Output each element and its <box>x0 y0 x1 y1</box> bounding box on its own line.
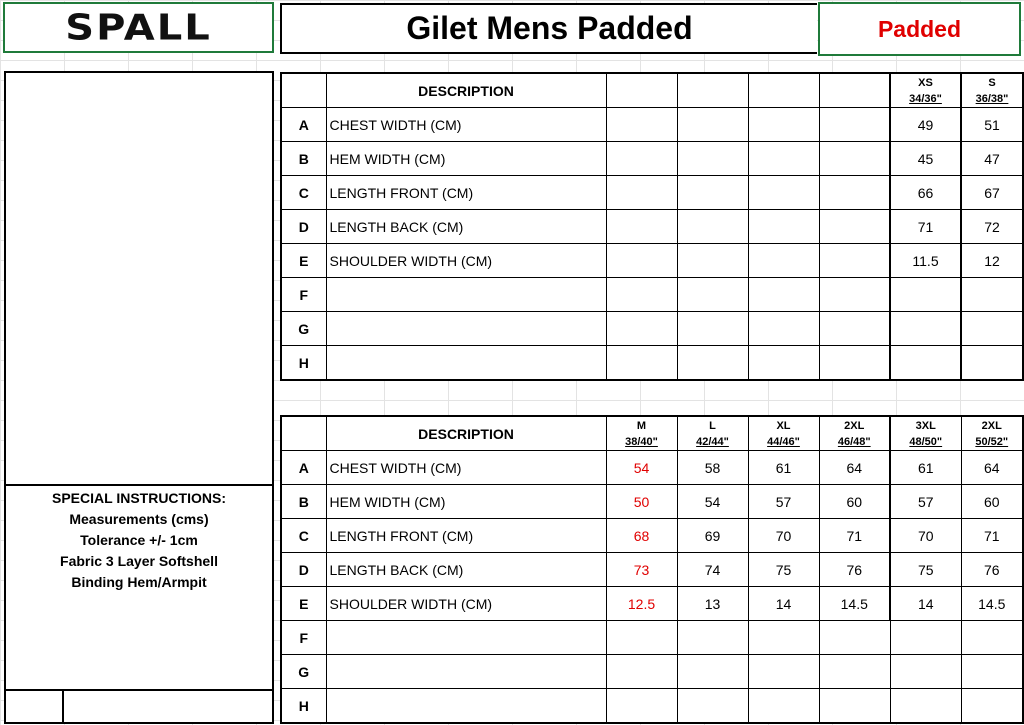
page-title: Gilet Mens Padded <box>280 3 817 54</box>
table-row <box>281 244 1023 278</box>
row-description: CHEST WIDTH (CM) <box>326 108 606 142</box>
value-cell: 60 <box>961 485 1023 519</box>
value-cell <box>677 176 748 210</box>
table-row <box>281 312 1023 346</box>
value-cell <box>606 244 677 278</box>
value-cell <box>961 312 1023 346</box>
value-cell <box>606 176 677 210</box>
value-cell: 64 <box>961 451 1023 485</box>
table-row <box>281 689 1023 724</box>
value-cell <box>819 108 890 142</box>
padded-tag: Padded <box>818 2 1021 56</box>
value-cell: 71 <box>961 519 1023 553</box>
row-letter: C <box>281 176 326 210</box>
row-description: LENGTH FRONT (CM) <box>326 176 606 210</box>
special-instructions-heading: SPECIAL INSTRUCTIONS: <box>52 490 226 506</box>
value-cell: 61 <box>890 451 961 485</box>
row-description: CHEST WIDTH (CM) <box>326 451 606 485</box>
row-description <box>326 689 606 724</box>
corner-cell <box>281 416 326 451</box>
value-cell: 57 <box>748 485 819 519</box>
row-description <box>326 655 606 689</box>
size-header <box>677 73 748 108</box>
table-row <box>281 553 1023 587</box>
value-cell: 47 <box>961 142 1023 176</box>
value-cell <box>890 346 961 381</box>
signature-divider <box>62 689 64 724</box>
size-header-xs: XS 34/36" <box>890 73 961 108</box>
row-letter: G <box>281 655 326 689</box>
table-row <box>281 587 1023 621</box>
table-row <box>281 278 1023 312</box>
value-cell <box>606 278 677 312</box>
size-header-m: M 38/40" <box>606 416 677 451</box>
value-cell <box>748 312 819 346</box>
row-letter: H <box>281 689 326 724</box>
value-cell <box>677 108 748 142</box>
brand-logo-text: SPALL <box>65 6 212 49</box>
value-cell <box>606 621 677 655</box>
value-cell: 57 <box>890 485 961 519</box>
value-cell: 61 <box>748 451 819 485</box>
brand-logo <box>3 2 274 53</box>
table-row <box>281 621 1023 655</box>
spec-table-bottom <box>280 415 1024 724</box>
value-cell <box>748 655 819 689</box>
table-row <box>281 451 1023 485</box>
value-cell <box>748 346 819 381</box>
table-row <box>281 142 1023 176</box>
row-letter: C <box>281 519 326 553</box>
value-cell <box>748 108 819 142</box>
value-cell: 75 <box>748 553 819 587</box>
table-row <box>281 485 1023 519</box>
special-instruction-line: Tolerance +/- 1cm <box>80 532 198 548</box>
row-description: LENGTH BACK (CM) <box>326 210 606 244</box>
row-letter: F <box>281 278 326 312</box>
value-cell: 11.5 <box>890 244 961 278</box>
table-header-row <box>281 73 1023 108</box>
row-description <box>326 312 606 346</box>
value-cell <box>819 210 890 244</box>
row-letter: E <box>281 587 326 621</box>
value-cell: 72 <box>961 210 1023 244</box>
value-cell: 60 <box>819 485 890 519</box>
value-cell <box>748 142 819 176</box>
value-cell-highlight: 68 <box>606 519 677 553</box>
value-cell <box>819 244 890 278</box>
value-cell <box>677 142 748 176</box>
value-cell: 71 <box>819 519 890 553</box>
row-letter: B <box>281 485 326 519</box>
value-cell <box>677 244 748 278</box>
value-cell: 70 <box>748 519 819 553</box>
value-cell: 12 <box>961 244 1023 278</box>
value-cell: 54 <box>677 485 748 519</box>
value-cell: 14.5 <box>819 587 890 621</box>
value-cell <box>961 346 1023 381</box>
value-cell <box>606 312 677 346</box>
size-header-2xl: 2XL 46/48" <box>819 416 890 451</box>
value-cell: 70 <box>890 519 961 553</box>
value-cell: 67 <box>961 176 1023 210</box>
value-cell <box>819 312 890 346</box>
special-instruction-line: Binding Hem/Armpit <box>71 574 207 590</box>
size-header <box>748 73 819 108</box>
row-description: LENGTH FRONT (CM) <box>326 519 606 553</box>
size-header-2xl-b: 2XL 50/52" <box>961 416 1023 451</box>
value-cell <box>748 278 819 312</box>
description-header: DESCRIPTION <box>326 416 606 451</box>
size-header-3xl: 3XL 48/50" <box>890 416 961 451</box>
value-cell <box>961 278 1023 312</box>
size-header-l: L 42/44" <box>677 416 748 451</box>
value-cell: 49 <box>890 108 961 142</box>
table-row <box>281 519 1023 553</box>
value-cell: 66 <box>890 176 961 210</box>
size-header-xl: XL 44/46" <box>748 416 819 451</box>
value-cell <box>606 108 677 142</box>
value-cell <box>748 621 819 655</box>
corner-cell <box>281 73 326 108</box>
value-cell <box>677 210 748 244</box>
value-cell <box>677 655 748 689</box>
special-instruction-line: Measurements (cms) <box>69 511 209 527</box>
value-cell <box>961 689 1023 724</box>
size-header-s: S 36/38" <box>961 73 1023 108</box>
table-row <box>281 346 1023 381</box>
value-cell <box>961 655 1023 689</box>
row-letter: D <box>281 210 326 244</box>
row-letter: F <box>281 621 326 655</box>
value-cell <box>890 278 961 312</box>
signature-row <box>4 689 274 724</box>
value-cell: 71 <box>890 210 961 244</box>
row-description <box>326 346 606 381</box>
value-cell: 64 <box>819 451 890 485</box>
value-cell <box>677 621 748 655</box>
special-instruction-line: Fabric 3 Layer Softshell <box>60 553 218 569</box>
size-header <box>819 73 890 108</box>
value-cell <box>606 346 677 381</box>
value-cell <box>606 655 677 689</box>
value-cell: 76 <box>961 553 1023 587</box>
row-description: HEM WIDTH (CM) <box>326 142 606 176</box>
value-cell-highlight: 54 <box>606 451 677 485</box>
row-letter: E <box>281 244 326 278</box>
value-cell <box>819 346 890 381</box>
value-cell <box>890 312 961 346</box>
spec-table-top <box>280 72 1024 381</box>
value-cell <box>606 142 677 176</box>
row-letter: A <box>281 108 326 142</box>
value-cell <box>748 176 819 210</box>
row-letter: G <box>281 312 326 346</box>
description-header: DESCRIPTION <box>326 73 606 108</box>
value-cell <box>819 176 890 210</box>
value-cell <box>961 621 1023 655</box>
row-letter: D <box>281 553 326 587</box>
value-cell: 14 <box>890 587 961 621</box>
value-cell <box>819 142 890 176</box>
value-cell <box>677 689 748 724</box>
value-cell: 14.5 <box>961 587 1023 621</box>
value-cell <box>606 210 677 244</box>
row-description: SHOULDER WIDTH (CM) <box>326 587 606 621</box>
value-cell <box>819 689 890 724</box>
value-cell <box>677 278 748 312</box>
value-cell-highlight: 73 <box>606 553 677 587</box>
value-cell-highlight: 50 <box>606 485 677 519</box>
table-row <box>281 176 1023 210</box>
row-letter: A <box>281 451 326 485</box>
row-description: LENGTH BACK (CM) <box>326 553 606 587</box>
special-instructions <box>4 484 274 690</box>
value-cell <box>890 689 961 724</box>
value-cell <box>819 655 890 689</box>
value-cell <box>890 655 961 689</box>
value-cell: 75 <box>890 553 961 587</box>
value-cell <box>748 689 819 724</box>
value-cell <box>606 689 677 724</box>
value-cell <box>819 621 890 655</box>
row-description <box>326 278 606 312</box>
value-cell <box>748 210 819 244</box>
table-row <box>281 108 1023 142</box>
row-letter: B <box>281 142 326 176</box>
value-cell: 14 <box>748 587 819 621</box>
value-cell: 51 <box>961 108 1023 142</box>
value-cell <box>819 278 890 312</box>
value-cell <box>677 346 748 381</box>
table-row <box>281 210 1023 244</box>
value-cell: 58 <box>677 451 748 485</box>
value-cell: 13 <box>677 587 748 621</box>
value-cell <box>890 621 961 655</box>
size-header <box>606 73 677 108</box>
value-cell <box>677 312 748 346</box>
value-cell: 74 <box>677 553 748 587</box>
value-cell: 45 <box>890 142 961 176</box>
value-cell: 76 <box>819 553 890 587</box>
row-letter: H <box>281 346 326 381</box>
value-cell-highlight: 12.5 <box>606 587 677 621</box>
row-description: HEM WIDTH (CM) <box>326 485 606 519</box>
table-row <box>281 655 1023 689</box>
value-cell: 69 <box>677 519 748 553</box>
row-description: SHOULDER WIDTH (CM) <box>326 244 606 278</box>
value-cell <box>748 244 819 278</box>
row-description <box>326 621 606 655</box>
table-header-row <box>281 416 1023 451</box>
